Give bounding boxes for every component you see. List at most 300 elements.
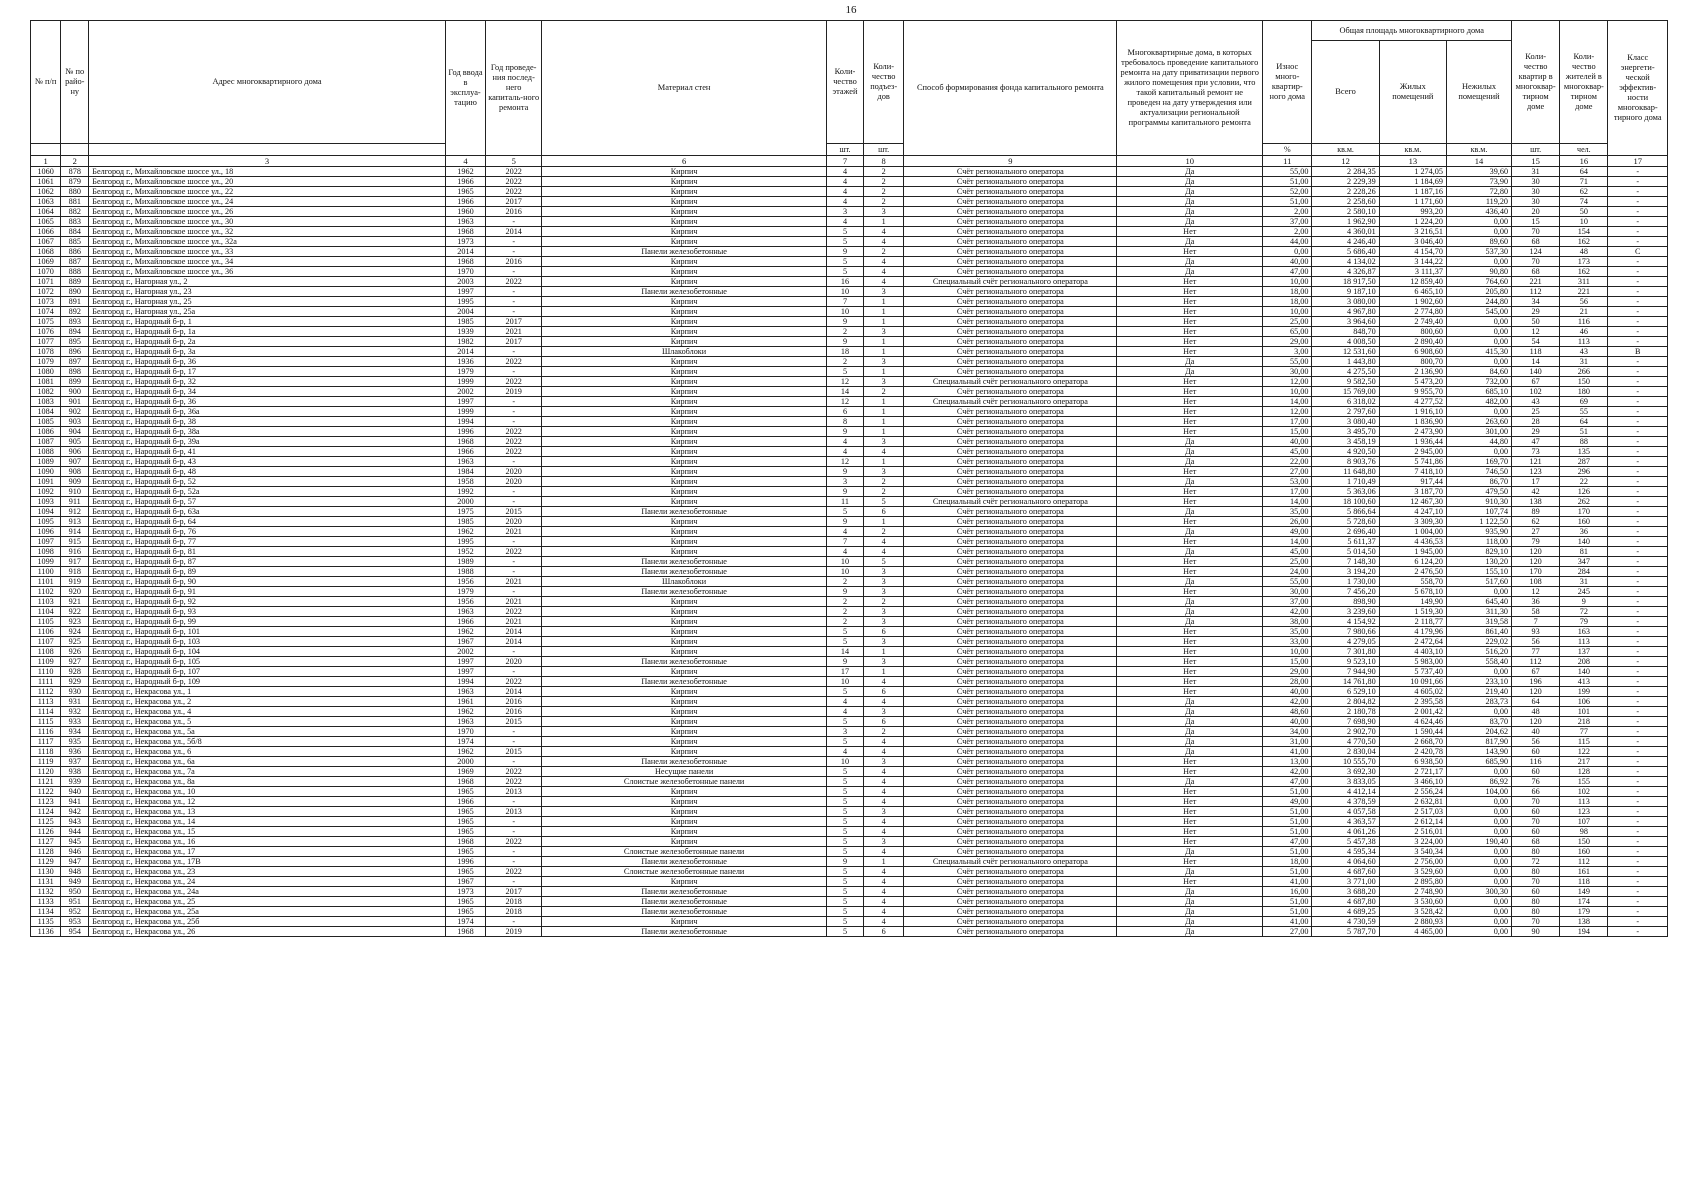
row-fund-method: Счёт регионального оператора [904,917,1117,927]
row-residents: 71 [1560,177,1608,187]
row-area-nonliving: 204,62 [1446,727,1511,737]
row-district-index: 924 [61,627,89,637]
row-district-index: 941 [61,797,89,807]
row-entrances: 3 [863,617,903,627]
row-district-index: 922 [61,607,89,617]
row-entrances: 1 [863,297,903,307]
row-entrances: 4 [863,547,903,557]
unit-entrances: шт. [863,144,903,156]
row-privatization-repair: Нет [1117,817,1263,827]
row-index: 1063 [31,197,61,207]
row-floors: 5 [827,877,864,887]
row-last-repair: - [486,217,542,227]
row-address: Белгород г., Народный б-р, 87 [89,557,446,567]
row-area-total: 8 903,76 [1312,457,1379,467]
row-residents: 50 [1560,207,1608,217]
row-entrances: 3 [863,587,903,597]
row-wall-material: Кирпич [542,377,827,387]
row-entrances: 4 [863,227,903,237]
row-wall-material: Кирпич [542,267,827,277]
row-index: 1108 [31,647,61,657]
row-area-total: 5 014,50 [1312,547,1379,557]
row-district-index: 913 [61,517,89,527]
row-floors: 4 [827,437,864,447]
row-energy-class: - [1608,337,1668,347]
row-flats: 42 [1512,487,1560,497]
row-wear: 51,00 [1263,787,1312,797]
row-district-index: 906 [61,447,89,457]
row-area-living: 12 467,30 [1379,497,1446,507]
row-area-nonliving: 0,00 [1446,317,1511,327]
row-area-total: 848,70 [1312,327,1379,337]
table-row [31,507,1668,517]
row-last-repair: 2020 [486,467,542,477]
row-index: 1099 [31,557,61,567]
row-privatization-repair: Нет [1117,407,1263,417]
row-fund-method: Счёт регионального оператора [904,597,1117,607]
row-floors: 4 [827,167,864,177]
row-entrances: 1 [863,457,903,467]
row-residents: 161 [1560,867,1608,877]
row-year-built: 1970 [445,727,485,737]
col-header-area-group: Общая площадь многоквартирного дома [1312,21,1512,41]
row-address: Белгород г., Некрасова ул., 24 [89,877,446,887]
row-residents: 64 [1560,417,1608,427]
row-wear: 52,00 [1263,187,1312,197]
row-wear: 2,00 [1263,207,1312,217]
row-entrances: 3 [863,607,903,617]
row-entrances: 1 [863,857,903,867]
row-area-nonliving: 685,10 [1446,387,1511,397]
row-privatization-repair: Да [1117,167,1263,177]
row-address: Белгород г., Некрасова ул., 10 [89,787,446,797]
row-year-built: 1956 [445,577,485,587]
row-year-built: 1965 [445,817,485,827]
row-area-living: 2 517,03 [1379,807,1446,817]
column-number: 10 [1117,156,1263,167]
row-address: Белгород г., Народный б-р, 32 [89,377,446,387]
row-privatization-repair: Да [1117,717,1263,727]
row-area-living: 3 530,60 [1379,897,1446,907]
row-index: 1106 [31,627,61,637]
row-energy-class: - [1608,297,1668,307]
table-row [31,457,1668,467]
row-wall-material: Кирпич [542,527,827,537]
row-residents: 118 [1560,877,1608,887]
row-fund-method: Специальный счёт регионального оператора [904,397,1117,407]
row-privatization-repair: Да [1117,187,1263,197]
row-privatization-repair: Нет [1117,677,1263,687]
row-wall-material: Кирпич [542,297,827,307]
row-flats: 89 [1512,507,1560,517]
row-district-index: 942 [61,807,89,817]
row-fund-method: Счёт регионального оператора [904,687,1117,697]
row-residents: 218 [1560,717,1608,727]
table-row [31,757,1668,767]
row-residents: 98 [1560,827,1608,837]
row-entrances: 4 [863,897,903,907]
row-privatization-repair: Нет [1117,377,1263,387]
row-privatization-repair: Да [1117,887,1263,897]
row-district-index: 910 [61,487,89,497]
row-wear: 28,00 [1263,677,1312,687]
row-wear: 37,00 [1263,597,1312,607]
row-district-index: 878 [61,167,89,177]
table-row [31,437,1668,447]
row-area-nonliving: 517,60 [1446,577,1511,587]
row-address: Белгород г., Михайловское шоссе ул., 33 [89,247,446,257]
row-district-index: 946 [61,847,89,857]
row-fund-method: Счёт регионального оператора [904,587,1117,597]
row-flats: 120 [1512,687,1560,697]
row-privatization-repair: Нет [1117,427,1263,437]
row-year-built: 1965 [445,907,485,917]
row-address: Белгород г., Некрасова ул., 24а [89,887,446,897]
row-year-built: 1968 [445,927,485,937]
unit-area-nonliving: кв.м. [1446,144,1511,156]
row-privatization-repair: Нет [1117,497,1263,507]
row-fund-method: Счёт регионального оператора [904,677,1117,687]
row-index: 1072 [31,287,61,297]
row-address: Белгород г., Народный б-р, 3а [89,347,446,357]
row-fund-method: Счёт регионального оператора [904,777,1117,787]
row-last-repair: - [486,817,542,827]
row-year-built: 1997 [445,287,485,297]
row-wear: 49,00 [1263,797,1312,807]
row-fund-method: Счёт регионального оператора [904,617,1117,627]
row-privatization-repair: Да [1117,747,1263,757]
row-fund-method: Счёт регионального оператора [904,527,1117,537]
column-number: 2 [61,156,89,167]
row-energy-class: - [1608,467,1668,477]
row-entrances: 2 [863,197,903,207]
row-year-built: 2003 [445,277,485,287]
row-privatization-repair: Да [1117,457,1263,467]
row-last-repair: 2014 [486,227,542,237]
row-year-built: 1962 [445,627,485,637]
row-address: Белгород г., Народный б-р, 64 [89,517,446,527]
row-wear: 30,00 [1263,367,1312,377]
row-residents: 113 [1560,337,1608,347]
row-area-living: 6 124,20 [1379,557,1446,567]
row-area-living: 1 902,60 [1379,297,1446,307]
row-fund-method: Счёт регионального оператора [904,717,1117,727]
row-floors: 5 [827,777,864,787]
row-year-built: 2014 [445,347,485,357]
row-energy-class: - [1608,227,1668,237]
row-residents: 116 [1560,317,1608,327]
row-district-index: 914 [61,527,89,537]
row-district-index: 930 [61,687,89,697]
row-entrances: 4 [863,737,903,747]
row-district-index: 897 [61,357,89,367]
row-fund-method: Счёт регионального оператора [904,577,1117,587]
row-privatization-repair: Нет [1117,277,1263,287]
row-district-index: 926 [61,647,89,657]
row-index: 1128 [31,847,61,857]
row-year-built: 1939 [445,327,485,337]
row-area-nonliving: 732,00 [1446,377,1511,387]
row-fund-method: Счёт регионального оператора [904,477,1117,487]
row-index: 1094 [31,507,61,517]
row-index: 1118 [31,747,61,757]
row-area-living: 2 748,90 [1379,887,1446,897]
row-energy-class: - [1608,487,1668,497]
row-entrances: 3 [863,567,903,577]
row-area-nonliving: 311,30 [1446,607,1511,617]
row-last-repair: 2019 [486,927,542,937]
row-area-living: 1 916,10 [1379,407,1446,417]
table-row [31,867,1668,877]
column-number: 6 [542,156,827,167]
row-index: 1097 [31,537,61,547]
row-fund-method: Специальный счёт регионального оператора [904,497,1117,507]
row-flats: 68 [1512,267,1560,277]
table-row [31,927,1668,937]
row-fund-method: Счёт регионального оператора [904,257,1117,267]
row-flats: 70 [1512,227,1560,237]
row-wear: 51,00 [1263,907,1312,917]
row-wear: 35,00 [1263,507,1312,517]
row-last-repair: 2014 [486,627,542,637]
row-last-repair: 2022 [486,767,542,777]
row-area-total: 898,90 [1312,597,1379,607]
row-entrances: 2 [863,597,903,607]
row-entrances: 6 [863,927,903,937]
row-year-built: 1963 [445,717,485,727]
unit-area-total: кв.м. [1312,144,1379,156]
row-area-total: 4 154,92 [1312,617,1379,627]
row-residents: 46 [1560,327,1608,337]
row-last-repair: 2021 [486,597,542,607]
row-flats: 20 [1512,207,1560,217]
row-area-total: 7 456,20 [1312,587,1379,597]
row-wall-material: Кирпич [542,177,827,187]
row-energy-class: - [1608,497,1668,507]
row-address: Белгород г., Нагорная ул., 23 [89,287,446,297]
row-area-living: 3 529,60 [1379,867,1446,877]
row-district-index: 940 [61,787,89,797]
row-wall-material: Панели железобетонные [542,657,827,667]
row-address: Белгород г., Народный б-р, 77 [89,537,446,547]
row-energy-class: - [1608,317,1668,327]
row-energy-class: - [1608,547,1668,557]
row-privatization-repair: Нет [1117,587,1263,597]
row-address: Белгород г., Некрасова ул., 5 [89,717,446,727]
row-index: 1132 [31,887,61,897]
row-address: Белгород г., Михайловское шоссе ул., 26 [89,207,446,217]
row-residents: 21 [1560,307,1608,317]
table-row [31,397,1668,407]
row-last-repair: 2020 [486,517,542,527]
row-entrances: 4 [863,917,903,927]
row-wear: 51,00 [1263,897,1312,907]
row-area-nonliving: 73,90 [1446,177,1511,187]
row-energy-class: - [1608,217,1668,227]
row-last-repair: 2022 [486,837,542,847]
row-privatization-repair: Нет [1117,487,1263,497]
row-year-built: 1968 [445,837,485,847]
row-wear: 47,00 [1263,777,1312,787]
row-area-living: 1 590,44 [1379,727,1446,737]
row-district-index: 949 [61,877,89,887]
row-floors: 4 [827,697,864,707]
table-row [31,707,1668,717]
row-index: 1065 [31,217,61,227]
row-fund-method: Счёт регионального оператора [904,647,1117,657]
row-area-living: 1 004,00 [1379,527,1446,537]
row-flats: 30 [1512,197,1560,207]
row-area-living: 4 154,70 [1379,247,1446,257]
row-area-total: 2 284,35 [1312,167,1379,177]
row-privatization-repair: Нет [1117,467,1263,477]
row-area-living: 1 224,20 [1379,217,1446,227]
row-index: 1081 [31,377,61,387]
row-privatization-repair: Нет [1117,567,1263,577]
row-flats: 80 [1512,847,1560,857]
row-address: Белгород г., Народный б-р, 107 [89,667,446,677]
row-entrances: 1 [863,417,903,427]
row-privatization-repair: Нет [1117,537,1263,547]
row-residents: 208 [1560,657,1608,667]
row-entrances: 4 [863,747,903,757]
row-district-index: 918 [61,567,89,577]
row-last-repair: - [486,667,542,677]
row-address: Белгород г., Народный б-р, 91 [89,587,446,597]
row-privatization-repair: Да [1117,257,1263,267]
row-address: Белгород г., Народный б-р, 36 [89,397,446,407]
row-privatization-repair: Да [1117,707,1263,717]
row-fund-method: Счёт регионального оператора [904,817,1117,827]
row-address: Белгород г., Некрасова ул., 26 [89,927,446,937]
row-district-index: 931 [61,697,89,707]
row-wall-material: Панели железобетонные [542,677,827,687]
row-district-index: 948 [61,867,89,877]
row-privatization-repair: Да [1117,217,1263,227]
row-energy-class: - [1608,917,1668,927]
row-area-nonliving: 72,80 [1446,187,1511,197]
col-header-floors: Коли-чество этажей [827,21,864,144]
row-wear: 34,00 [1263,727,1312,737]
row-energy-class: - [1608,657,1668,667]
row-wall-material: Кирпич [542,707,827,717]
row-address: Белгород г., Некрасова ул., 16 [89,837,446,847]
row-wall-material: Панели железобетонные [542,857,827,867]
row-area-living: 2 945,00 [1379,447,1446,457]
row-fund-method: Счёт регионального оператора [904,347,1117,357]
row-last-repair: 2020 [486,657,542,667]
row-area-nonliving: 746,50 [1446,467,1511,477]
row-area-nonliving: 537,30 [1446,247,1511,257]
col-header-last-repair: Год проведе-ния послед-него капиталь-ного ремонта [486,21,542,156]
row-area-nonliving: 0,00 [1446,337,1511,347]
row-area-total: 2 228,26 [1312,187,1379,197]
row-district-index: 928 [61,667,89,677]
row-address: Белгород г., Народный б-р, 109 [89,677,446,687]
row-energy-class: - [1608,827,1668,837]
row-floors: 9 [827,487,864,497]
row-floors: 10 [827,757,864,767]
row-area-living: 2 556,24 [1379,787,1446,797]
row-wall-material: Кирпич [542,337,827,347]
row-floors: 4 [827,187,864,197]
row-address: Белгород г., Народный б-р, 52а [89,487,446,497]
row-last-repair: - [486,407,542,417]
row-area-total: 18 100,60 [1312,497,1379,507]
table-row [31,337,1668,347]
row-year-built: 1963 [445,607,485,617]
row-flats: 102 [1512,387,1560,397]
row-energy-class: - [1608,607,1668,617]
row-area-nonliving: 645,40 [1446,597,1511,607]
table-row [31,827,1668,837]
row-fund-method: Счёт регионального оператора [904,407,1117,417]
row-district-index: 889 [61,277,89,287]
row-privatization-repair: Нет [1117,397,1263,407]
row-year-built: 1963 [445,687,485,697]
row-residents: 113 [1560,637,1608,647]
row-floors: 5 [827,687,864,697]
row-area-living: 2 721,17 [1379,767,1446,777]
row-energy-class: - [1608,557,1668,567]
row-index: 1123 [31,797,61,807]
row-area-total: 3 964,60 [1312,317,1379,327]
row-wear: 26,00 [1263,517,1312,527]
row-entrances: 4 [863,277,903,287]
table-row [31,347,1668,357]
row-wear: 16,00 [1263,887,1312,897]
row-area-living: 5 678,10 [1379,587,1446,597]
row-entrances: 3 [863,327,903,337]
row-wear: 12,00 [1263,377,1312,387]
row-energy-class: - [1608,807,1668,817]
row-area-total: 5 866,64 [1312,507,1379,517]
row-wall-material: Кирпич [542,827,827,837]
row-area-total: 3 239,60 [1312,607,1379,617]
row-wall-material: Кирпич [542,437,827,447]
row-residents: 155 [1560,777,1608,787]
column-number: 4 [445,156,485,167]
row-area-nonliving: 0,00 [1446,447,1511,457]
row-residents: 48 [1560,247,1608,257]
row-area-nonliving: 0,00 [1446,407,1511,417]
row-entrances: 3 [863,437,903,447]
row-area-living: 1 171,60 [1379,197,1446,207]
row-fund-method: Счёт регионального оператора [904,707,1117,717]
row-flats: 70 [1512,817,1560,827]
row-residents: 115 [1560,737,1608,747]
row-year-built: 1966 [445,447,485,457]
row-residents: 10 [1560,217,1608,227]
row-flats: 77 [1512,647,1560,657]
row-district-index: 929 [61,677,89,687]
row-flats: 112 [1512,287,1560,297]
row-last-repair: 2022 [486,447,542,457]
row-privatization-repair: Нет [1117,347,1263,357]
housing-register-table [30,20,1668,937]
row-flats: 29 [1512,427,1560,437]
row-district-index: 880 [61,187,89,197]
row-flats: 116 [1512,757,1560,767]
row-residents: 347 [1560,557,1608,567]
row-energy-class: - [1608,877,1668,887]
row-residents: 36 [1560,527,1608,537]
row-wear: 55,00 [1263,167,1312,177]
row-flats: 80 [1512,897,1560,907]
row-last-repair: 2022 [486,427,542,437]
row-index: 1076 [31,327,61,337]
column-number: 17 [1608,156,1668,167]
